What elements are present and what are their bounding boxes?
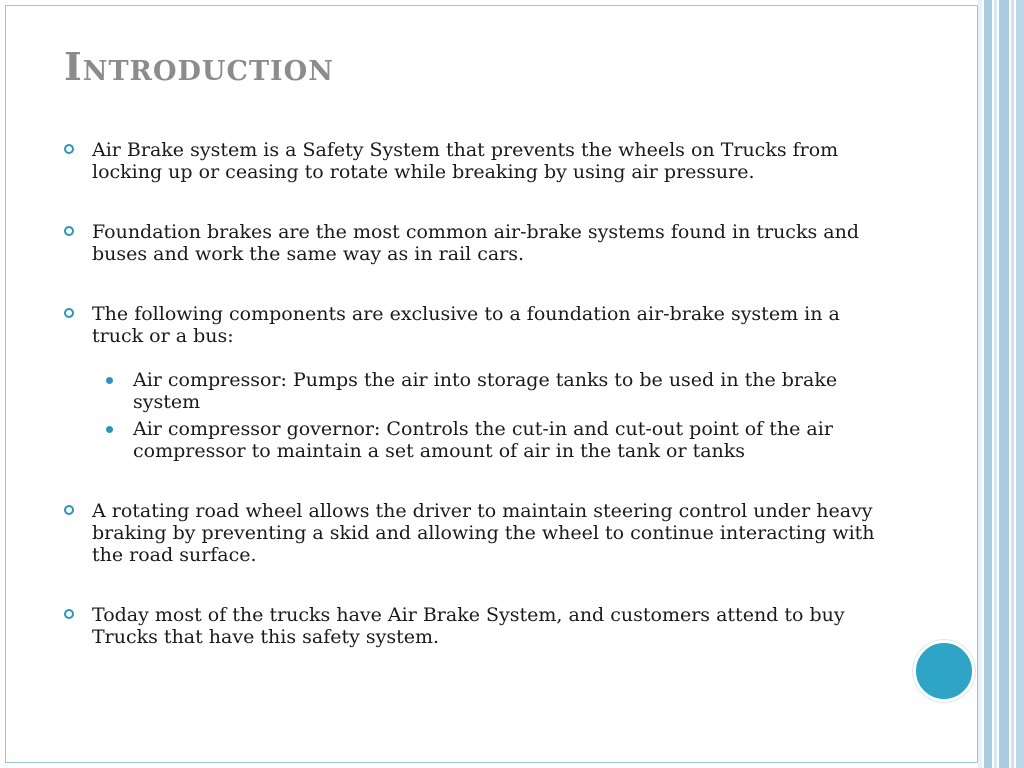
sub-bullet-item bbox=[64, 418, 884, 462]
bullet-item bbox=[64, 221, 884, 265]
sub-bullet-text: Air compressor: Pumps the air into storage tanks to be used in the brake system bbox=[133, 369, 838, 413]
bullet-text: A rotating road wheel allows the driver to maintain steering control under heavy braking by preventing a skid and allowing the wheel to continue interacting with the road surface. bbox=[92, 500, 875, 566]
sub-bullet-text: Air compressor governor: Controls the cut-in and cut-out point of the air compressor to maintain a set amount of air in the tank or tanks bbox=[133, 418, 833, 462]
bullet-text: Today most of the trucks have Air Brake System, and customers attend to buy Trucks that have this safety system. bbox=[92, 604, 845, 648]
bullet-dot-icon bbox=[106, 426, 113, 433]
slide-content bbox=[64, 139, 884, 686]
slide-title: Introduction bbox=[64, 44, 334, 89]
bullet-ring-icon bbox=[64, 505, 74, 515]
sub-bullet-list bbox=[64, 369, 884, 462]
bullet-item bbox=[64, 604, 884, 648]
bullet-text: The following components are exclusive to a foundation air-brake system in a truck or a bus: bbox=[92, 303, 840, 347]
decorative-circle bbox=[913, 640, 975, 702]
bullet-ring-icon bbox=[64, 226, 74, 236]
bullet-text: Foundation brakes are the most common air-brake systems found in trucks and buses and work the same way as in rail cars. bbox=[92, 221, 859, 265]
sub-bullet-item bbox=[64, 369, 884, 413]
bullet-dot-icon bbox=[106, 377, 113, 384]
decorative-stripes bbox=[978, 0, 1024, 768]
bullet-item bbox=[64, 139, 884, 183]
bullet-item bbox=[64, 303, 884, 347]
bullet-ring-icon bbox=[64, 609, 74, 619]
bullet-ring-icon bbox=[64, 144, 74, 154]
bullet-ring-icon bbox=[64, 308, 74, 318]
bullet-text: Air Brake system is a Safety System that prevents the wheels on Trucks from locking up or ceasing to rotate while breaking by using air pressure. bbox=[92, 139, 839, 183]
bullet-item bbox=[64, 500, 884, 566]
